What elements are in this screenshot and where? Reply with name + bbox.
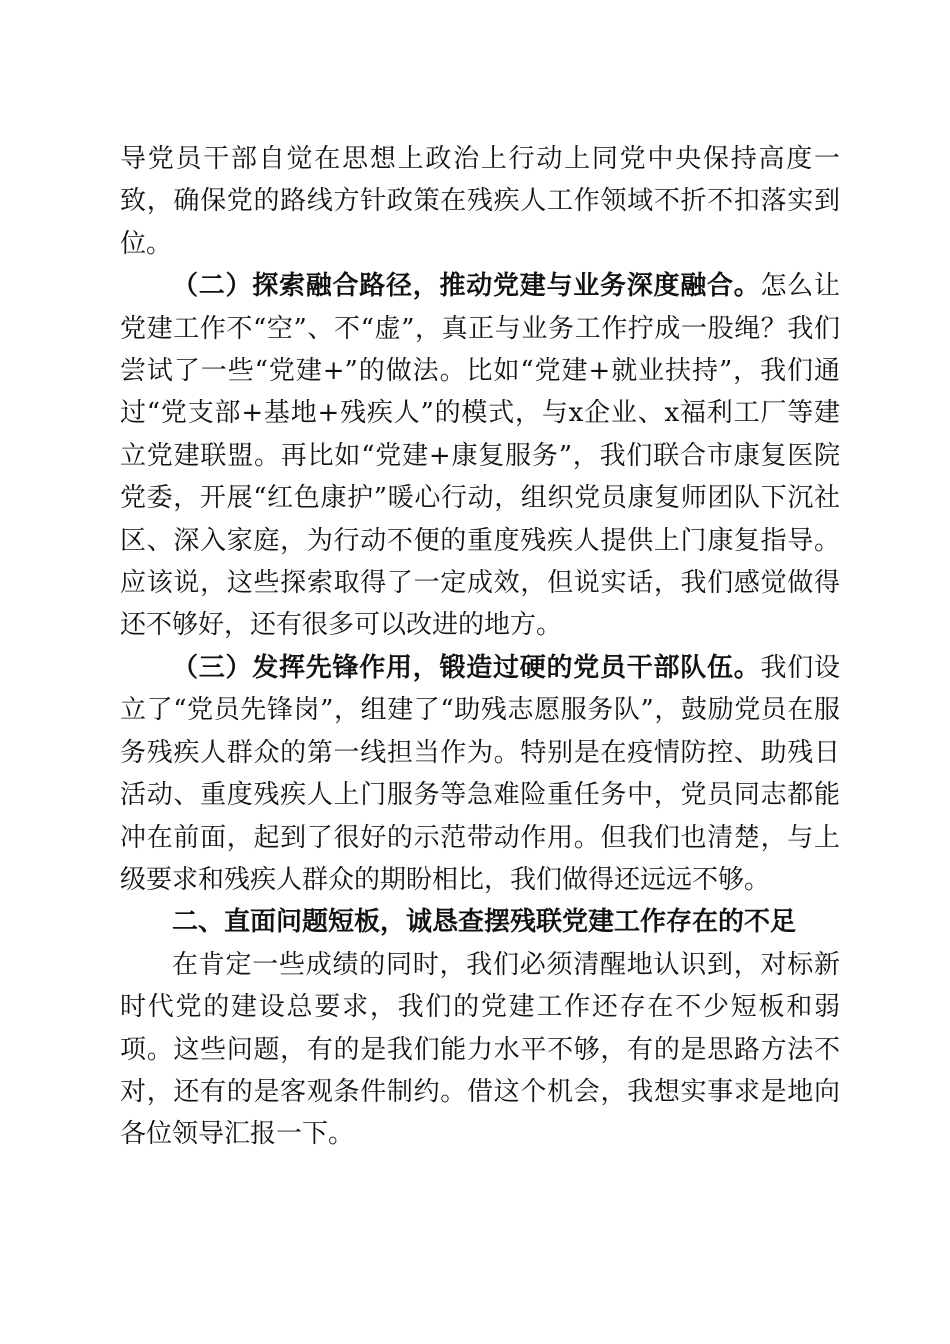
closing-paragraph: 在肯定一些成绩的同时，我们必须清醒地认识到，对标新时代党的建设总要求，我们的党建工作还存在不少短板和弱项。这些问题，有的是我们能力水平不够，有的是思路方法不对，还有的是客观条件制约。借这个机会，我想实事求是地向各位领导汇报一下。 [120,949,840,1150]
paragraph-lead: （三）发挥先锋作用，锻造过硬的党员干部队伍。 [172,652,761,683]
paragraph-text: 导党员干部自觉在思想上政治上行动上同党中央保持高度一致，确保党的路线方针政策在残疾人工作领域不折不扣落实到位。 [120,144,840,259]
section-heading: 二、直面问题短板，诚恳查摆残联党建工作存在的不足 [172,907,797,938]
continuation-paragraph [120,138,840,265]
paragraph-explore-integration [120,265,840,647]
paragraph-vanguard-role [120,647,840,901]
paragraph-text: 怎么让党建工作不“空”、不“虚”，真正与业务工作拧成一股绳？我们尝试了一些“党建+”的做法。比如“党建+就业扶持”，我们通过“党支部+基地+残疾人”的模式，与x企业、x福利工厂等建立党建联盟。再比如“党建+康复服务”，我们联合市康复医院党委，开展“红色康护”暖心行动，组织党员康复师团队下沉社区、深入家庭，为行动不便的重度残疾人提供上门康复指导。应该说，这些探索取得了一定成效，但说实话，我们感觉做得还不够好，还有很多可以改进的地方。 [120,271,840,641]
paragraph-lead: （二）探索融合路径，推动党建与业务深度融合。 [172,271,761,302]
paragraph-text: 我们设立了“党员先锋岗”，组建了“助残志愿服务队”，鼓励党员在服务残疾人群众的第一线担当作为。特别是在疫情防控、助残日活动、重度残疾人上门服务等急难险重任务中，党员同志都能冲在前面，起到了很好的示范带动作用。但我们也清楚，与上级要求和残疾人群众的期盼相比，我们做得还远远不够。 [120,652,840,895]
document-body [120,138,840,1156]
